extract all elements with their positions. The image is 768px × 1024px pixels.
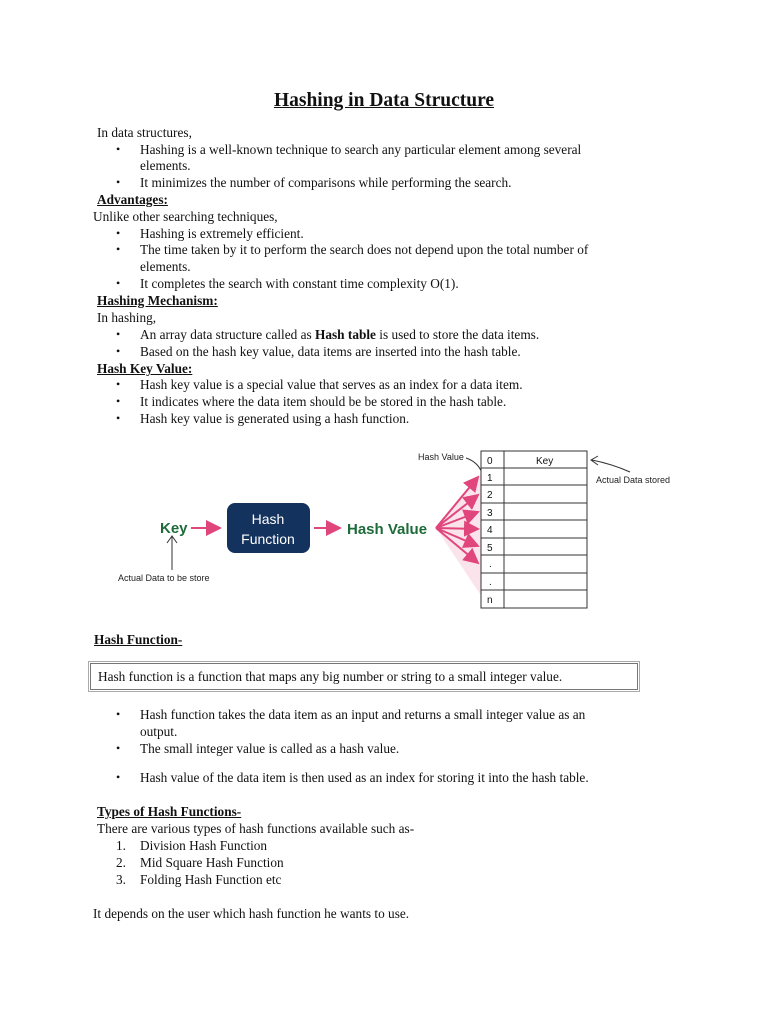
list-item: • It minimizes the number of comparisons while performing the search. [140,175,511,191]
hash-value-pointer [466,458,482,473]
key-label: Key [160,520,188,537]
mechanism-heading: Hashing Mechanism: [97,293,218,308]
definition-box [90,663,638,690]
store-pointer-arrow [167,536,177,570]
hash-function-line2: Function [241,531,295,547]
advantages-heading: Advantages: [97,192,168,207]
text-segment: is used to store the data items. [375,327,540,342]
hash-key-value-heading: Hash Key Value: [97,361,193,376]
list-item: • It completes the search with constant time complexity O(1). [140,276,459,292]
table-index: . [489,577,492,588]
hash-table [481,451,587,608]
list-number: 1. [116,838,126,853]
hash-function-heading: Hash Function- [94,632,183,647]
list-item: • It indicates where the data item should be be stored in the hash table. [140,394,506,410]
table-header-index: 0 [487,456,493,467]
table-index: 4 [487,525,493,536]
list-item: • Hash function takes the data item as an input and returns a small integer value as an [140,707,585,723]
types-heading: Types of Hash Functions- [97,804,242,819]
table-index: n [487,595,493,606]
actual-data-to-be-store-label: Actual Data to be store [118,573,210,583]
list-item: • The small integer value is called as a hash value. [140,741,399,757]
stored-pointer-arrow [591,456,630,472]
table-index: 5 [487,543,493,554]
list-item: • Hash value of the data item is then used as an index for storing it into the hash table. [140,770,589,786]
actual-data-stored-label: Actual Data stored [596,475,671,485]
list-item-continuation: elements. [140,259,191,274]
list-item-continuation: elements. [140,158,191,173]
list-item-continuation: output. [140,724,178,739]
list-item: Folding Hash Function etc [140,872,282,887]
list-number: 2. [116,855,126,870]
closing-text: It depends on the user which hash function he wants to use. [93,906,410,921]
list-item: • Hashing is extremely efficient. [140,226,304,242]
hash-value-label: Hash Value [347,521,428,538]
list-number: 3. [116,872,126,887]
table-index: 1 [487,473,493,484]
table-index: . [489,559,492,570]
list-item: • Hash key value is a special value that serves as an index for a data item. [140,377,523,393]
table-header-key: Key [536,456,554,467]
definition-text: Hash function is a function that maps any big number or string to a small integer value. [98,669,563,684]
hash-value-small-label: Hash Value [418,452,464,462]
list-item: Division Hash Function [140,838,268,853]
mechanism-lead: In hashing, [97,310,157,325]
table-index: 3 [487,508,493,519]
text-segment: An array data structure called as [140,327,315,342]
table-index: 2 [487,490,493,501]
hash-table-term: Hash table [315,327,376,342]
list-item [140,327,539,343]
list-item: • The time taken by it to perform the search does not depend upon the total number of [140,242,588,258]
page-title: Hashing in Data Structure [273,90,495,111]
list-item: • Hash key value is generated using a hash function. [140,411,409,427]
types-lead: There are various types of hash functions available such as- [97,821,415,836]
hash-function-line1: Hash [251,511,285,527]
advantages-lead: Unlike other searching techniques, [93,209,278,224]
list-item: • Hashing is a well-known technique to search any particular element among several [140,142,581,158]
intro-text: In data structures, [97,125,192,140]
hashing-diagram [0,440,768,620]
list-item: Mid Square Hash Function [140,855,284,870]
fan-arrow-4 [436,528,478,529]
list-item: • Based on the hash key value, data items are inserted into the hash table. [140,344,521,360]
